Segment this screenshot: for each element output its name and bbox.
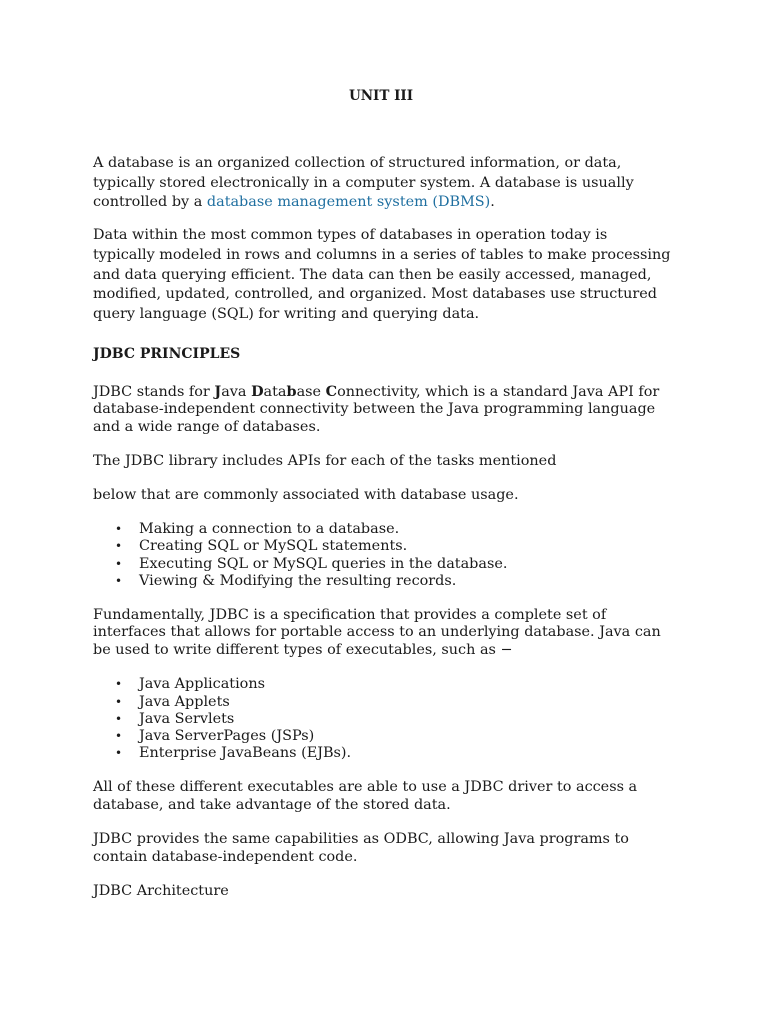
bullet-icon: •	[115, 729, 123, 744]
jdbc-def-text-1: JDBC stands for	[93, 383, 215, 400]
bullet-icon: •	[115, 522, 123, 537]
intro-paragraph	[93, 154, 673, 213]
list-item-text: Java Servlets	[139, 710, 235, 727]
page-title: UNIT III	[348, 88, 414, 104]
fundamentally-paragraph: Fundamentally, JDBC is a specification that provides a complete set of interfaces that allows for portable access to an underlying database. Java can be used to write different types of executables, such as −	[93, 606, 661, 658]
tasks-list	[93, 521, 673, 590]
list-item	[93, 538, 673, 555]
intro-text: A database is an organized collection of structured information, or data, typically stored electronically in a computer system. A database is usually controlled by a	[93, 155, 634, 211]
document-body	[93, 88, 673, 901]
intro-period: .	[490, 194, 495, 211]
list-item	[93, 556, 673, 573]
list-item-text: Java ServerPages (JSPs)	[139, 728, 315, 745]
bullet-icon: •	[115, 694, 123, 709]
data-paragraph: Data within the most common types of databases in operation today is typically modeled in rows and columns in a series of tables to make processing and data querying efficient. The data can then be easily accessed, managed, modified, updated, controlled, and organized. Most databases use structured query language (SQL) for writing and querying data.	[93, 227, 671, 322]
jdbc-definition	[93, 383, 673, 437]
bullet-icon: •	[115, 677, 123, 692]
list-item-text: Creating SQL or MySQL statements.	[139, 538, 408, 555]
dbms-link[interactable]: database management system (DBMS)	[206, 194, 491, 211]
list-item-text: Making a connection to a database.	[139, 521, 400, 538]
odbc-paragraph: JDBC provides the same capabilities as ODBC, allowing Java programs to contain database-independent code.	[93, 831, 629, 865]
list-item-text: Java Applications	[139, 676, 265, 693]
list-item-text: Java Applets	[139, 693, 230, 710]
list-item	[93, 711, 673, 728]
bullet-icon: •	[115, 746, 123, 761]
list-item-text: Enterprise JavaBeans (EJBs).	[139, 745, 352, 762]
list-item-text: Executing SQL or MySQL queries in the database.	[139, 555, 508, 572]
bullet-icon: •	[115, 556, 123, 571]
bullet-icon: •	[115, 711, 123, 726]
list-item	[93, 728, 673, 745]
list-item	[93, 745, 673, 762]
section-heading: JDBC PRINCIPLES	[93, 345, 241, 362]
all-executables-paragraph: All of these different executables are able to use a JDBC driver to access a database, and take advantage of the stored data.	[93, 779, 638, 813]
list-item	[93, 521, 673, 538]
jdbc-def-bold-j: J	[214, 382, 222, 400]
jdbc-def-text-2: ava	[221, 383, 252, 400]
architecture-heading: JDBC Architecture	[93, 883, 229, 900]
bullet-icon: •	[115, 573, 123, 588]
executables-list	[93, 676, 673, 762]
list-item	[93, 573, 673, 590]
list-item	[93, 694, 673, 711]
library-line-1: The JDBC library includes APIs for each of the tasks mentioned	[93, 453, 557, 470]
jdbc-def-bold-c: C	[325, 382, 338, 400]
bullet-icon: •	[115, 539, 123, 554]
jdbc-def-bold-d: D	[251, 382, 264, 400]
list-item-text: Viewing & Modifying the resulting records.	[139, 572, 457, 589]
jdbc-def-text-4: ase	[296, 383, 326, 400]
list-item	[93, 676, 673, 693]
jdbc-def-text-5: onnectivity, which is a standard Java API for database-independent connectivity between the Java programming language and a wide range of databases.	[93, 383, 660, 435]
jdbc-def-bold-b: b	[286, 382, 297, 400]
jdbc-def-text-3: ata	[263, 383, 287, 400]
library-line-2: below that are commonly associated with database usage.	[93, 486, 519, 503]
